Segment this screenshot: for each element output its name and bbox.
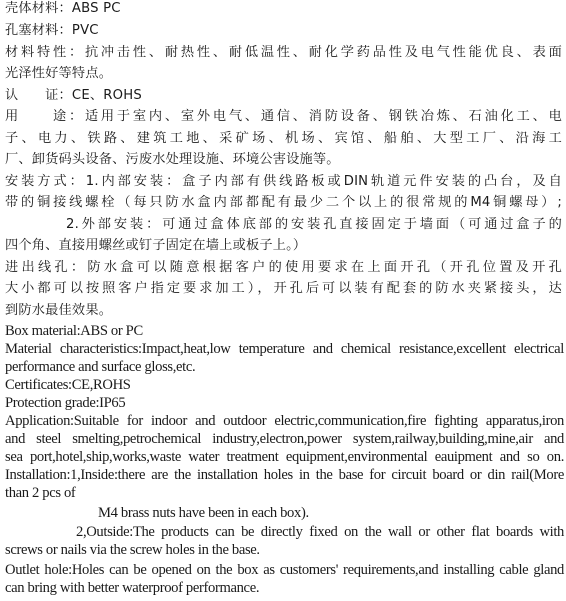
en-installation-inside-cont-1: than 2 pcs of	[5, 485, 76, 501]
en-protection-grade: Protection grade:IP65	[5, 395, 126, 411]
en-outlet-hole: Outlet hole:Holes can be opened on the box as customers' requirements,and installing cable gland	[5, 562, 564, 578]
en-outlet-hole-cont: can bring with better waterproof performance.	[5, 580, 260, 596]
zh-outlet-hole-cont-2: 到防水最佳效果。	[5, 303, 113, 318]
zh-application-cont-1: 子、电力、铁路、建筑工地、采矿场、机场、宾馆、船舶、大型工厂、沿海工	[5, 131, 562, 146]
zh-outlet-hole: 进出线孔：防水盒可以随意根据客户的使用要求在上面开孔（开孔位置及开孔	[5, 260, 562, 275]
zh-outlet-hole-cont-1: 大小都可以按照客户指定要求加工），开孔后可以装有配套的防水夹紧接头，达	[5, 281, 562, 296]
zh-plug-material: 孔塞材料：PVC	[5, 23, 99, 38]
en-application-cont-1: and steel smelting,petrochemical industry,electron,power system,railway,building,mine,air and	[5, 431, 564, 447]
en-certificates: Certificates:CE,ROHS	[5, 377, 131, 393]
zh-application: 用 途：适用于室内、室外电气、通信、消防设备、钢铁冶炼、石油化工、电	[5, 109, 562, 124]
zh-material-characteristics-cont: 光泽性好等特点。	[5, 66, 113, 81]
en-material-characteristics: Material characteristics:Impact,heat,low temperature and chemical resistance,excellent electrical	[5, 341, 564, 357]
zh-installation-outside-cont: 四个角、直接用螺丝或钉子固定在墙上或板子上。）	[5, 238, 307, 253]
en-installation-inside: Installation:1,Inside:there are the installation holes in the base for circuit board or din rail(More	[5, 467, 564, 483]
zh-material-characteristics: 材料特性：抗冲击性、耐热性、耐低温性、耐化学药品性及电气性能优良、表面	[5, 45, 562, 60]
zh-installation-inside-cont: 带的铜接线螺栓（每只防水盒内部都配有最少二个以上的很常规的M4铜螺母）;	[5, 195, 562, 210]
en-installation-inside-cont-2: M4 brass nuts have been in each box).	[98, 505, 309, 521]
zh-box-material: 壳体材料：ABS PC	[5, 1, 121, 16]
en-box-material: Box material:ABS or PC	[5, 323, 143, 339]
zh-installation-inside: 安装方式：1.内部安装：盒子内部有供线路板或DIN轨道元件安装的凸台，及自	[5, 174, 562, 189]
en-application: Application:Suitable for indoor and outdoor electric,communication,fire fighting apparatus,iron	[5, 413, 564, 429]
en-material-characteristics-cont: performance and surface gloss,etc.	[5, 359, 196, 375]
zh-certificates: 认 证：CE、ROHS	[5, 88, 142, 103]
zh-installation-outside: 2.外部安装：可通过盒体底部的安装孔直接固定于墙面（可通过盒子的	[66, 217, 562, 232]
en-application-cont-2: sea port,hotel,ship,works,waste water treatment equipment,environmental eauipment and so on.	[5, 449, 564, 465]
zh-application-cont-2: 厂、卸货码头设备、污废水处理设施、环境公害设施等。	[5, 152, 340, 167]
en-installation-outside: 2,Outside:The products can be directly fixed on the wall or other flat boards with	[76, 524, 564, 540]
en-installation-outside-cont: screws or nails via the screw holes in the base.	[5, 542, 260, 558]
